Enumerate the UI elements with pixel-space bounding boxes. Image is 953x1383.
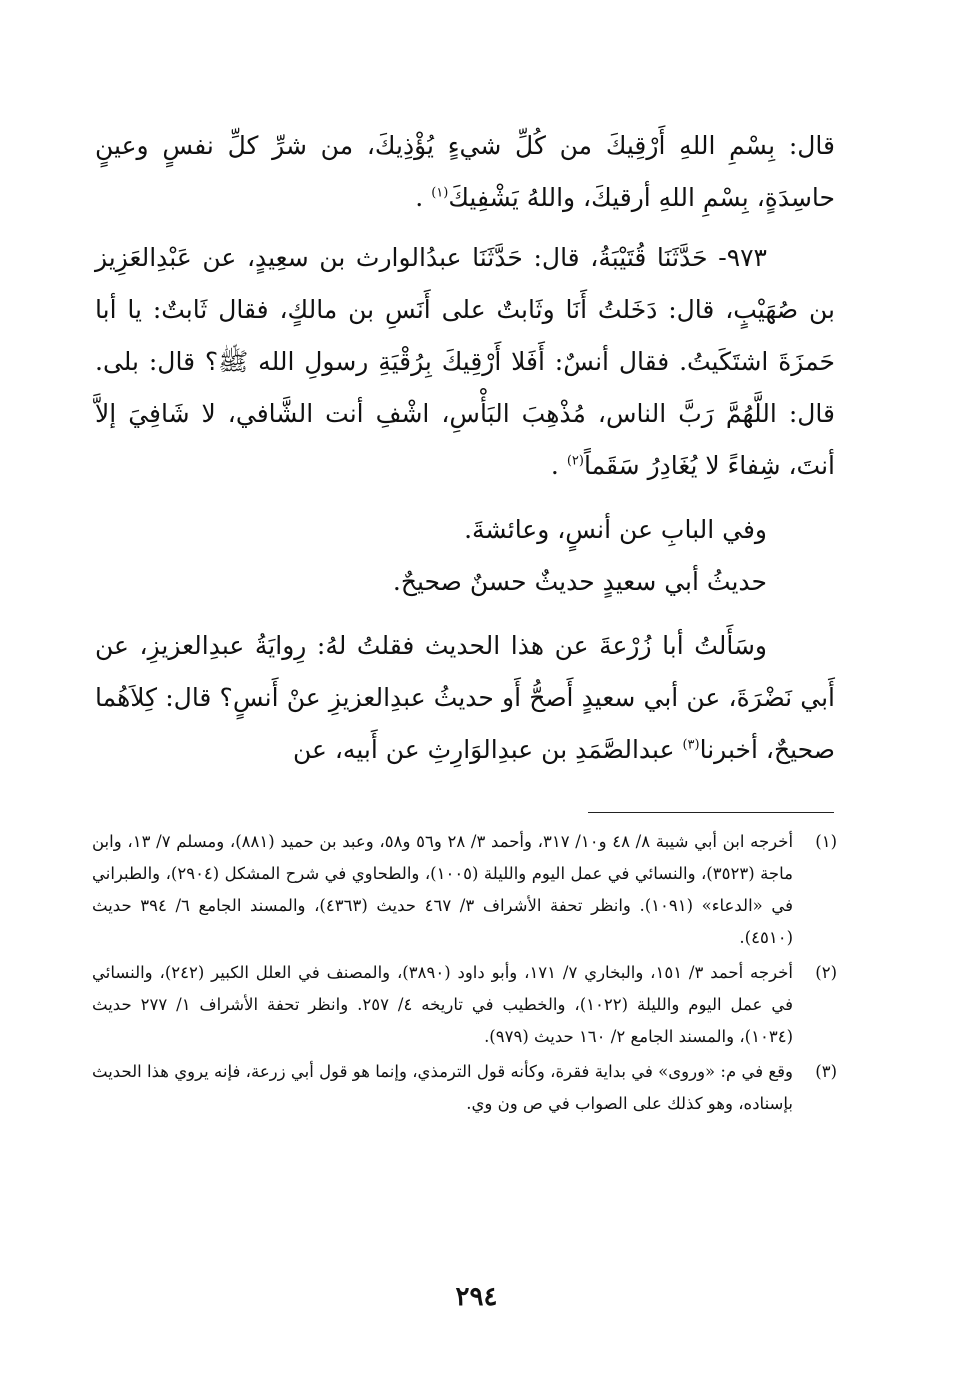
footnote-1 xyxy=(92,826,837,954)
paragraph-end: . xyxy=(415,183,432,212)
footnote-ref-3[interactable]: (٣) xyxy=(682,737,700,753)
footnote-3 xyxy=(92,1056,837,1120)
footnote-number: (١) xyxy=(815,832,837,851)
footnote-2 xyxy=(92,957,837,1053)
footnotes xyxy=(92,826,837,1123)
paragraph-supplication xyxy=(95,120,835,224)
paragraph-end: . xyxy=(550,451,567,480)
footnote-number: (٢) xyxy=(815,963,837,982)
footnote-ref-2[interactable]: (٢) xyxy=(566,453,584,469)
footnote-ref-1[interactable]: (١) xyxy=(431,185,449,201)
paragraph-text: وسَأَلتُ أبا زُرْعةَ عن هذا الحديث فقلتُ لهُ: رِوايَةُ عبدِالعزيزِ، عن أَبي نَضْرَةَ، عن أبي سعيدٍ أَصحُّ أَو حديثُ عبدِالعزيزِ عنْ أَنسٍ؟ قال: كِلاَهُما صحيحٌ، أخبرنا xyxy=(95,631,835,764)
paragraph-chapter-note xyxy=(95,504,835,556)
footnote-text: أخرجه ابن أبي شيبة ٨/ ٤٨ و١٠/ ٣١٧، وأحمد ٣/ ٢٨ و٥٦ و٥٨، وعبد بن حميد (٨٨١)، ومسلم ٧/ ١٣، وابن ماجة (٣٥٢٣)، والنسائي في عمل اليوم والليلة (١٠٠٥)، والطحاوي في شرح المشكل (٢٩٠٤)، والطبراني في «الدعاء» (١٠٩١). وانظر تحفة الأشراف ٣/ ٤٦٧ حديث (٤٣٦٣)، والمسند الجامع ٦/ ٣٩٤ حديث (٤٥١٠). xyxy=(92,832,794,947)
footnote-text: وقع في م: «وروى» في بداية فقرة، وكأنه قول الترمذي، وإنما هو قول أبي زرعة، فإنه يروي هذا الحديث بإسناده، وهو كذلك على الصواب في ص ون وي. xyxy=(92,1062,793,1113)
paragraph-abu-zura xyxy=(95,620,835,776)
footnote-number: (٣) xyxy=(815,1062,837,1081)
paragraph-text: وفي البابِ عن أنسٍ، وعائشةَ. xyxy=(464,515,767,544)
paragraph-text-continued: عبدالصَّمَدِ بن عبدِالوَارِثِ عن أَبيه، عن xyxy=(292,735,683,764)
paragraph-text: حديثُ أبي سعيدٍ حديثٌ حسنٌ صحيحٌ. xyxy=(392,567,767,596)
paragraph-text: ٩٧٣- حَدَّثَنَا قُتَيْبَةُ، قال: حَدَّثَنَا عبدُالوارث بن سعِيدٍ، عن عَبْدِالعَزِيز بن صُهَيْبٍ، قال: دَخَلتُ أَنَا وثَابتٌ على أَنَسِ بن مالكٍ، فقال ثَابتٌ: يا أبا حَمزَةَ اشتَكَيتُ. فقال أنسٌ: أَفَلا أَرْقِيكَ بِرُقْيَةِ رسولِ الله ﷺ؟ قال: بلى. قال: اللَّهُمَّ رَبَّ الناس، مُذْهِبَ البَأْسِ، اشْفِ أنت الشَّافي، لا شَافِيَ إلاَّ أنتَ، شِفاءً لا يُغَادِرُ سَقَماً xyxy=(95,243,835,480)
footnote-text: أخرجه أحمد ٣/ ١٥١، والبخاري ٧/ ١٧١، وأبو داود (٣٨٩٠)، والمصنف في العلل الكبير (٢٤٢)، والنسائي في عمل اليوم والليلة (١٠٢٢)، والخطيب في تاريخه ٤/ ٢٥٧. وانظر تحفة الأشراف ١/ ٢٧٧ حديث (١٠٣٤)، والمسند الجامع ٢/ ١٦٠ حديث (٩٧٩). xyxy=(92,963,793,1046)
paragraph-hadith-973 xyxy=(95,232,835,492)
page-number: ٢٩٤ xyxy=(455,1282,498,1312)
footnote-separator xyxy=(588,812,834,813)
paragraph-grading xyxy=(95,556,835,608)
paragraph-text: قال: بِسْمِ اللهِ أَرْقِيكَ من كُلِّ شيءٍ يُؤْذِيكَ، من شرِّ كلِّ نفسٍ وعينٍ حاسِدَةٍ، بِسْمِ اللهِ أرقيكَ، واللهُ يَشْفِيكَ xyxy=(95,131,835,212)
